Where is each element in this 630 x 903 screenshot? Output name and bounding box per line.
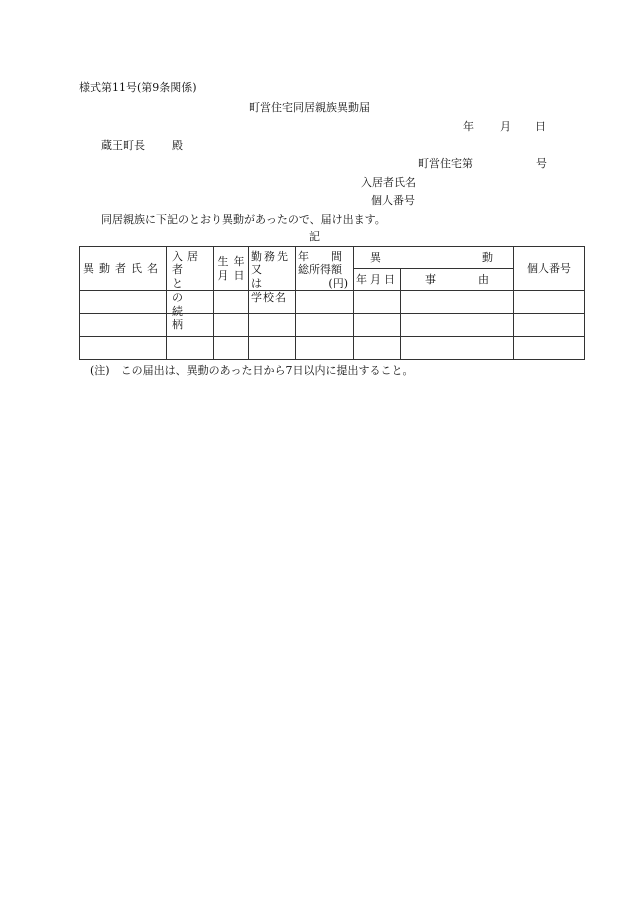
income-line2: 総所得額 bbox=[298, 263, 342, 277]
header-income bbox=[296, 247, 354, 291]
cell-workplace[interactable] bbox=[249, 314, 296, 337]
cell-birthdate[interactable] bbox=[214, 291, 249, 314]
header-idou-name: 異動者氏名 bbox=[80, 247, 167, 291]
birth-tsuki: 月 bbox=[217, 268, 229, 282]
form-number: 様式第11号(第9条関係) bbox=[79, 81, 197, 94]
reason-ji: 事 bbox=[425, 272, 436, 286]
table-row bbox=[80, 314, 585, 337]
cell-name[interactable] bbox=[80, 337, 167, 360]
cell-personal-id[interactable] bbox=[514, 314, 585, 337]
document-title: 町営住宅同居親族異動届 bbox=[249, 101, 370, 114]
income-line1: 年 間 bbox=[298, 249, 342, 263]
birth-sei: 生 bbox=[217, 254, 229, 268]
cell-income[interactable] bbox=[296, 291, 354, 314]
header-idou-date: 年月日 bbox=[354, 269, 401, 291]
idou-i: 異 bbox=[370, 250, 381, 264]
header-relation bbox=[167, 247, 214, 332]
date-month: 月 bbox=[500, 120, 511, 133]
table-row bbox=[80, 337, 585, 360]
reason-yu: 由 bbox=[478, 272, 489, 286]
work-line1: 勤務先 bbox=[251, 249, 290, 263]
cell-reason[interactable] bbox=[401, 314, 514, 337]
cell-birthdate[interactable] bbox=[214, 314, 249, 337]
cell-income[interactable] bbox=[296, 337, 354, 360]
cell-birthdate[interactable] bbox=[214, 337, 249, 360]
cell-idou-date[interactable] bbox=[354, 337, 401, 360]
idou-table bbox=[79, 246, 585, 360]
work-line3: 学校名 bbox=[251, 290, 287, 304]
housing-number-prefix: 町営住宅第 bbox=[418, 157, 473, 170]
cell-reason[interactable] bbox=[401, 291, 514, 314]
relation-line1: 入居者 bbox=[172, 249, 202, 277]
birth-hi: 日 bbox=[233, 268, 245, 282]
relation-line2: との bbox=[172, 277, 195, 304]
statement-text: 同居親族に下記のとおり異動があったので、届け出ます。 bbox=[101, 213, 386, 226]
date-year: 年 bbox=[463, 120, 474, 133]
header-personal-id: 個人番号 bbox=[514, 247, 585, 291]
header-idou-group bbox=[354, 247, 514, 269]
birth-nen: 年 bbox=[233, 254, 245, 268]
header-workplace bbox=[249, 247, 296, 304]
personal-id-label: 個人番号 bbox=[371, 194, 415, 207]
cell-idou-date[interactable] bbox=[354, 291, 401, 314]
cell-idou-date[interactable] bbox=[354, 314, 401, 337]
note-text: (注) この届出は、異動のあった日から7日以内に提出すること。 bbox=[90, 364, 414, 377]
idou-dou: 動 bbox=[482, 250, 493, 264]
cell-personal-id[interactable] bbox=[514, 291, 585, 314]
ki-mark: 記 bbox=[309, 230, 320, 243]
date-day: 日 bbox=[535, 120, 546, 133]
cell-income[interactable] bbox=[296, 314, 354, 337]
addressee-name: 蔵王町長 bbox=[101, 139, 145, 152]
work-line2: 又は bbox=[251, 263, 274, 290]
cell-reason[interactable] bbox=[401, 337, 514, 360]
cell-personal-id[interactable] bbox=[514, 337, 585, 360]
cell-workplace[interactable] bbox=[249, 337, 296, 360]
income-line3: (円) bbox=[328, 277, 348, 290]
cell-name[interactable] bbox=[80, 314, 167, 337]
table-row bbox=[80, 291, 585, 314]
housing-number-suffix: 号 bbox=[536, 157, 547, 170]
header-birthdate bbox=[214, 247, 249, 291]
cell-name[interactable] bbox=[80, 291, 167, 314]
header-reason bbox=[401, 269, 514, 291]
relation-line3: 続柄 bbox=[172, 304, 195, 332]
resident-name-label: 入居者氏名 bbox=[361, 176, 416, 189]
addressee-honorific: 殿 bbox=[172, 139, 183, 152]
cell-relation[interactable] bbox=[167, 337, 214, 360]
